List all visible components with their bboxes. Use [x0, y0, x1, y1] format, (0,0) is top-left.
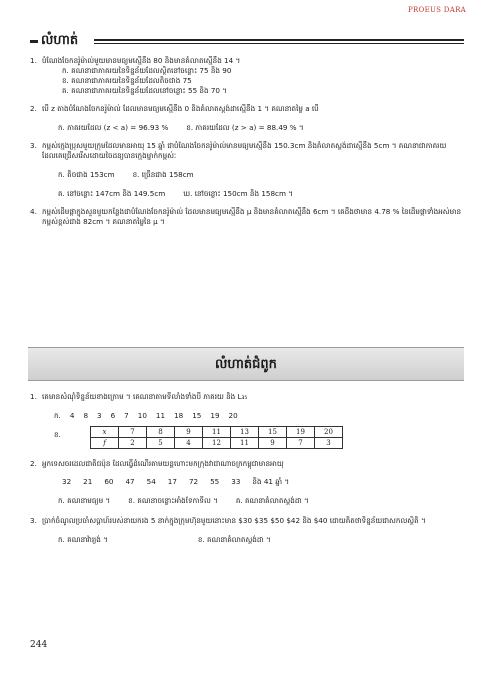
- option-b: ខ. គណនាចន្លោះអាំងទែកាទីល ។: [128, 496, 218, 505]
- exercise-3: [30, 141, 462, 199]
- data-value: 10: [137, 411, 147, 420]
- exercise-options: [42, 170, 462, 180]
- exercise-1: [30, 56, 462, 96]
- age-value: 54: [146, 477, 156, 486]
- age-value: 55: [210, 477, 220, 486]
- option-a: ក. តិចជាង 153cm: [58, 170, 115, 179]
- option-b: ខ. ច្រើនជាង 158cm: [132, 170, 194, 179]
- part-label: ក.: [54, 411, 61, 420]
- exercise-options: [42, 123, 462, 133]
- table-row: [91, 438, 343, 449]
- exercise-number: 4.: [30, 207, 37, 216]
- age-value: 72: [188, 477, 199, 486]
- age-value: 60: [104, 477, 114, 486]
- exercise-number: 2.: [30, 459, 37, 468]
- data-value: 6: [110, 411, 116, 420]
- chapter-exercise-1: [30, 392, 462, 449]
- title-rule: [94, 39, 464, 44]
- exercise-subpart: គ. គណនាជាភាគរយនៃទិន្នន័យដែលនៅចន្លោះ 55 និង 70 ។: [62, 86, 228, 95]
- chapter-exercises-banner: [28, 347, 464, 381]
- data-value: 19: [210, 411, 220, 420]
- age-value: និង 41 ឆ្នាំ ។: [252, 477, 290, 486]
- exercise-text: គេមានសំណុំទិន្នន័យខាងក្រោម ។ គេណនាតាមទីលាំងទាំងបី ភាគរយ និង L₃₅: [42, 392, 248, 401]
- exercise-number: 3.: [30, 141, 37, 150]
- table-cell: 7: [119, 427, 147, 438]
- data-value: 3: [97, 411, 102, 420]
- chapter-exercise-2: [30, 459, 462, 506]
- age-list: [42, 477, 462, 487]
- section-title-exercises: [30, 32, 464, 50]
- table-row: [91, 427, 343, 438]
- age-value: 17: [167, 477, 177, 486]
- exercise-number: 3.: [30, 516, 37, 525]
- option-b: ខ. គណនាគំលាតស្តង់ដា ។: [197, 535, 271, 544]
- data-value: 18: [174, 411, 184, 420]
- title-lead-bar: [30, 40, 38, 43]
- age-value: 21: [83, 477, 93, 486]
- age-value: 47: [125, 477, 135, 486]
- table-cell: 4: [175, 438, 203, 449]
- frequency-table-block: [42, 426, 462, 449]
- table-cell: 2: [119, 438, 147, 449]
- exercise-2: [30, 104, 462, 133]
- exercise-number: 2.: [30, 104, 37, 113]
- option-a: ក. គណនាមធ្យម ។: [58, 496, 111, 505]
- exercise-text: បំណែងចែកនរ៉ូម៉ាល់មួយមានមធ្យមស្មើនឹង 80 និងមានគំលាតស្មើនឹង 14 ។: [42, 56, 241, 65]
- option-c: គ. នៅចន្លោះ 147cm និង 149.5cm: [58, 189, 166, 198]
- table-cell: 11: [203, 427, 231, 438]
- exercise-subpart: ក. គណនាជាភាគរយនៃទិន្នន័យដែលស្ថិតនៅចន្លោះ 75 និង 90: [62, 66, 232, 75]
- exercise-4: [30, 207, 462, 227]
- table-cell: 9: [259, 438, 287, 449]
- option-c: គ. គណនាគំលាតស្តង់ដា ។: [235, 496, 309, 505]
- data-value: 15: [192, 411, 202, 420]
- exercise-text: ប្រាក់ចំណូលប្រចាំសប្តាហ៍របស់នាយករង 5 នាក់ក្នុងក្រុមហ៊ុនមួយនោះមាន $30 $35 $50 $42 និង $40 ដោយគិតថាទិន្នន័យជាសកលស្ថិតិ ។: [42, 516, 426, 525]
- part-label: ខ.: [54, 430, 61, 439]
- publisher-brand: PROEUS DARA: [407, 6, 466, 14]
- data-value: 8: [83, 411, 89, 420]
- table-cell: 20: [315, 427, 343, 438]
- age-value: 33: [231, 477, 241, 486]
- exercise-options: [42, 535, 462, 545]
- exercise-text: អ្នកទេសចរដេលជាតិជប៉ុន ដែលធ្វើដំណើរតាមយន្តហោះមកក្រុងវាជាណាចក្រកម្ពុជាមានអាយុ: [42, 459, 284, 468]
- table-cell: 11: [231, 438, 259, 449]
- table-cell: 3: [315, 438, 343, 449]
- table-cell: 5: [147, 438, 175, 449]
- table-cell: 13: [231, 427, 259, 438]
- exercise-subpart: ខ. គណនាជាភាគរយនៃទិន្នន័យដែលតិចជាង 75: [62, 76, 192, 85]
- exercise-options: [42, 496, 462, 506]
- exercise-number: 1.: [30, 392, 37, 401]
- frequency-table: [90, 426, 343, 449]
- table-cell: 12: [203, 438, 231, 449]
- table-header-cell: x: [91, 427, 119, 438]
- exercise-options: [42, 189, 462, 199]
- chapter-exercise-list: [30, 392, 462, 549]
- banner-title: លំហាត់ជំពូក: [215, 357, 277, 372]
- data-value: 20: [228, 411, 238, 420]
- exercise-text: កម្ពស់ដើមផ្កាក្នុងសួនមួយកន្លែងជាបំណែងចែកនរ៉ូម៉ាល់ ដែលមានមធ្យមស្មើនឹង μ និងមានគំលាតស្មើនឹង 6cm ។ គេដឹងថាមាន 4.78 % នៃដើមផ្កាទាំងអស់មានកម្ពស់ខ្ពស់ជាង 82cm ។ គណនាតម្លៃនៃ μ ។: [42, 207, 462, 226]
- data-sequence-a: [42, 411, 462, 421]
- option-a: ក. ភាគរយដែល (z < a) = 96.93 %: [58, 123, 169, 132]
- table-header-cell: f: [91, 438, 119, 449]
- section-title-label: លំហាត់: [41, 33, 79, 48]
- table-cell: 7: [287, 438, 315, 449]
- data-value: 4: [69, 411, 75, 420]
- data-value: 7: [124, 411, 129, 420]
- exercise-text: កម្ពស់ក្មេងប្រុសមួយក្រុមដែលមានអាយុ 15 ឆ្នាំ ជាបំណែងចែកនរ៉ូម៉ាល់មានមធ្យមស្មើនឹង 150.3cm និងគំលាតស្តង់ដាស្មើនឹង 5cm ។ គណនាជាភាគរយដែលគេជ្រើសរើសដោយចៃដន្យបានក្មេងម្នាក់កម្ពស់ៈ: [42, 141, 447, 160]
- option-b: ខ. ភាគរយដែល (z > a) = 88.49 % ។: [186, 123, 304, 132]
- option-a: ក. គណនាវ៉ារ្យង់ ។: [58, 535, 108, 544]
- option-d: ឃ. នៅចន្លោះ 150cm និង 158cm ។: [183, 189, 294, 198]
- table-cell: 19: [287, 427, 315, 438]
- age-value: 32: [62, 477, 72, 486]
- exercise-text: បើ z តាងបំណែងចែកនរ៉ូម៉ាល់ ដែលមានមធ្យមស្មើនឹង 0 និងគំលាតស្តង់ដាស្មើនឹង 1 ។ គណនាតម្លៃ a បើ: [42, 104, 319, 113]
- table-cell: 15: [259, 427, 287, 438]
- exercise-number: 1.: [30, 56, 37, 65]
- exercise-list: [30, 56, 462, 231]
- chapter-exercise-3: [30, 516, 462, 545]
- page-number: 244: [30, 640, 48, 650]
- table-cell: 8: [147, 427, 175, 438]
- data-value: 11: [155, 411, 166, 420]
- table-cell: 9: [175, 427, 203, 438]
